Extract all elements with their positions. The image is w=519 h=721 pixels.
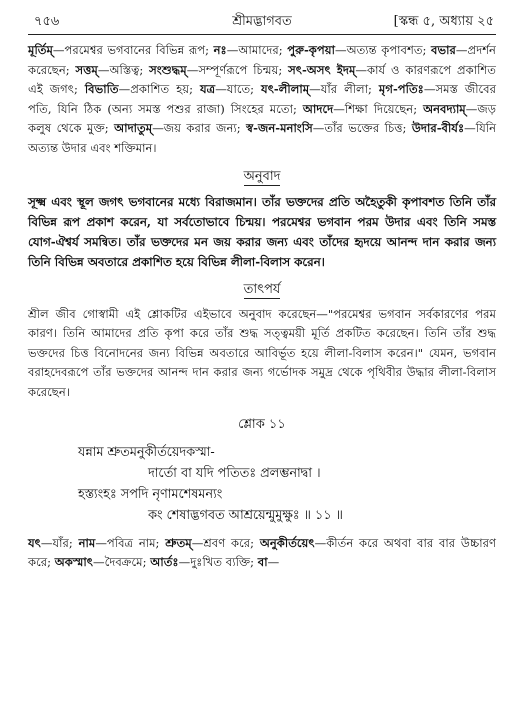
purport-heading: তাৎপর্য: [243, 281, 281, 297]
sanskrit-word: আদাতুম্: [114, 121, 153, 136]
word-meaning: —পরমেশ্বর ভগবানের বিভিন্ন রূপ;: [52, 43, 214, 57]
word-meaning: —আমাদের;: [226, 43, 288, 57]
sanskrit-word: সৎ-অসৎ ইদম্: [288, 62, 356, 77]
translation-paragraph: সূক্ষ্ম এবং স্থূল জগৎ ভগবানের মধ্যে বিরাজমান। তাঁর ভক্তদের প্রতি অহৈতুকী কৃপাবশত তিনি তাঁর বিভিন্ন রূপ প্রকাশ করেন, যা সর্বতোভাবে চিন্ময়। পরমেশ্বর ভগবান পরম উদার এবং তিনি সমস্ত যোগ-ঐশ্বর্য সমন্বিত। তাঁর ভক্তদের মন জয় করার জন্য এবং তাঁদের হৃদয়ে আনন্দ দান করার জন্য তিনি বিভিন্ন অবতারে প্রকাশিত হয়ে বিভিন্ন লীলা-বিলাস করেন।: [28, 194, 496, 269]
sanskrit-word: শ্রুতম্: [165, 535, 192, 550]
word-meaning: —যাঁর লীলা;: [309, 82, 379, 97]
book-page: [28, 8, 496, 573]
sanskrit-word: নঃ: [213, 43, 227, 57]
sanskrit-word: সত্তম্: [75, 62, 98, 77]
sanskrit-word: উদার-বীর্যঃ: [411, 121, 465, 136]
sanskrit-word: আর্তঃ: [150, 555, 179, 570]
sanskrit-word: সংশুদ্ধম্: [149, 62, 187, 77]
sanskrit-word: যৎ-লীলাম্: [261, 82, 310, 97]
word-meaning: —: [267, 555, 280, 570]
word-meaning: —প্রদর্শন করেছেন;: [28, 43, 496, 77]
word-meaning: —দুঃখিত ব্যক্তি;: [178, 555, 258, 570]
word-meaning: —প্রকাশিত হয়;: [118, 82, 200, 97]
chapter-reference: [স্কন্ধ ৫, অধ্যায় ২৫: [393, 14, 494, 29]
sanskrit-word: অনবদ্যাম্: [423, 101, 466, 116]
word-meaning: —অত্যন্ত কৃপাবশত;: [334, 43, 432, 57]
word-meaning: —পবিত্র নাম;: [95, 535, 166, 550]
running-header: [28, 8, 496, 30]
book-title: শ্রীমদ্ভাগবত: [232, 14, 292, 29]
word-meaning: —যাঁর;: [40, 535, 79, 550]
word-meaning: —জয় করার জন্য;: [152, 121, 247, 136]
sanskrit-word: যৎ: [28, 535, 41, 550]
page-number: ৭৫৬: [34, 14, 60, 29]
sanskrit-word: মূর্তিম্: [28, 43, 53, 57]
sanskrit-word: অকস্মাৎ: [54, 555, 93, 570]
verse-heading: শ্লোক ১১: [238, 416, 286, 432]
word-meaning: —শিক্ষা দিয়েছেন;: [333, 101, 424, 116]
verse-line: দার্তো বা যদি পতিতঃ প্রলম্ভনাদ্বা ।: [148, 465, 321, 481]
sanskrit-verse: [28, 442, 496, 526]
word-meaning: —কীর্তন করে অথবা বার বার উচ্চারণ করে;: [28, 535, 497, 570]
word-meaning: —কার্য ও কারণরূপে প্রকাশিত এই জগৎ;: [28, 62, 496, 97]
word-meaning: —জড় কলুষ থেকে মুক্ত;: [28, 101, 496, 136]
verse-line: হস্ত্যংহঃ সপদি নৃণামশেষমন্যং: [78, 486, 223, 502]
verse-line: কং শেষাদ্ভগবত আশ্রয়েন্মুমুক্ষুঃ ॥ ১১ ॥: [148, 507, 343, 523]
synonyms-paragraph: [28, 41, 496, 159]
sanskrit-word: বা: [257, 555, 268, 570]
word-meaning: —অস্তিত্ব;: [97, 62, 150, 77]
word-meaning: —যাতে;: [215, 82, 262, 97]
word-meaning: —শ্রবণ করে;: [191, 535, 260, 550]
sanskrit-word: মৃগ-পতিঃ: [378, 82, 424, 97]
word-meaning: —সম্পূর্ণরূপে চিন্ময়;: [186, 62, 289, 77]
sanskrit-word: পুরু-কৃপয়া: [287, 43, 335, 57]
sanskrit-word: বিভাতি: [84, 82, 119, 97]
sanskrit-word: বভার: [431, 43, 456, 57]
sanskrit-word: নাম: [78, 535, 96, 550]
header-rule: [28, 34, 496, 35]
word-meaning: —সমস্ত জীবের পতি, যিনি ঠিক (অন্য সমস্ত পশুর রাজা) সিংহের মতো;: [28, 82, 497, 116]
word-meaning: —যিনি অত্যন্ত উদার এবং শক্তিমান।: [28, 121, 496, 155]
word-meaning: —তাঁর ভক্তের চিত্ত;: [312, 121, 412, 136]
sanskrit-word: অনুকীর্তয়েৎ: [259, 535, 315, 550]
sanskrit-word: স্ব-জন-মনাংসি: [246, 121, 313, 136]
sanskrit-word: আদদে: [302, 101, 334, 116]
sanskrit-word: যত্র: [199, 82, 216, 97]
purport-paragraph: শ্রীল জীব গোস্বামী এই শ্লোকটির এইভাবে অনুবাদ করেছেন—"পরমেশ্বর ভগবান সর্বকারণের পরম কারণ। তিনি আমাদের প্রতি কৃপা করে তাঁর শুদ্ধ সত্ত্বময়ী মূর্তি প্রকটিত করেছেন। তিনি তাঁর শুদ্ধ ভক্তদের চিত্ত বিনোদনের জন্য বিভিন্ন অবতারে আবির্ভূত হয়ে লীলা-বিলাস করেন।" যেমন, ভগবান বরাহদেবরূপে তাঁর ভক্তদের আনন্দ দান করার জন্য গর্ভোদক সমুদ্র থেকে পৃথিবীর উদ্ধার লীলা-বিলাস করেছেন।: [28, 306, 496, 399]
translation-heading: অনুবাদ: [243, 168, 281, 184]
synonyms-paragraph-bottom: [28, 534, 496, 573]
word-meaning: —দৈবক্রমে;: [92, 555, 151, 570]
verse-line: যন্নাম শ্রুতমনুকীর্তয়েদকস্মা-: [78, 444, 215, 460]
